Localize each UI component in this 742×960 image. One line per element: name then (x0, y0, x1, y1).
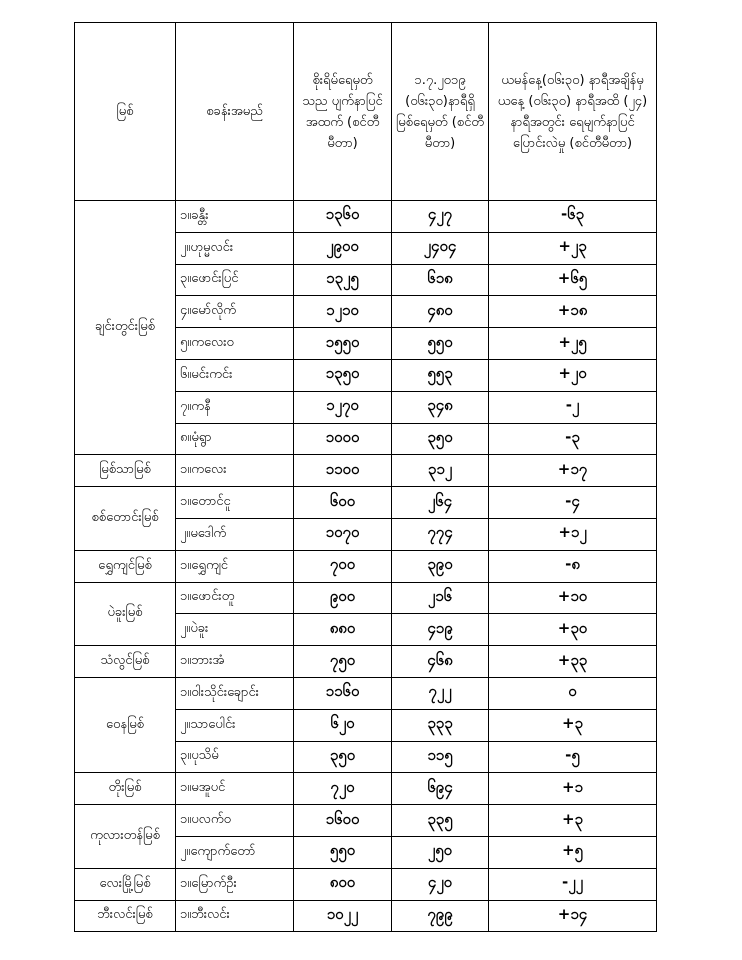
table-row (75, 487, 657, 519)
danger-level-cell: ၉၀၀ (294, 582, 392, 614)
river-name-cell: စစ်တောင်းမြစ် (75, 487, 176, 551)
level-change-cell: +၁၂ (489, 518, 657, 550)
level-change-cell: +၂၀ (489, 359, 657, 391)
station-name-cell: ၁။ပလက်ဝ (176, 805, 294, 837)
water-level-cell: ၄၆၈ (392, 646, 489, 678)
level-change-cell: +၁၄ (489, 900, 657, 932)
level-change-cell: +၆၅ (489, 264, 657, 296)
river-name-cell: ချင်းတွင်းမြစ် (75, 201, 176, 455)
water-level-cell: ၄၂၇ (392, 201, 489, 233)
station-name-cell: ၂။မဒေါက် (176, 518, 294, 550)
water-level-cell: ၃၉၀ (392, 550, 489, 582)
river-name-cell: ဝေနမြစ် (75, 677, 176, 772)
water-level-cell: ၃၃၃ (392, 709, 489, 741)
water-level-cell: ၅၅၃ (392, 359, 489, 391)
water-level-cell: ၂၅၀ (392, 836, 489, 868)
table-row (75, 773, 657, 805)
station-name-cell: ၁။ဘားအံ (176, 646, 294, 678)
river-name-cell: လေးမြို့မြစ် (75, 868, 176, 900)
table-row (75, 201, 657, 233)
water-level-cell: ၃၃၅ (392, 805, 489, 837)
level-change-cell: +၃၀ (489, 614, 657, 646)
danger-level-cell: ၈၀၀ (294, 868, 392, 900)
water-level-cell: ၂၆၄ (392, 487, 489, 519)
danger-level-cell: ၁၂၇၀ (294, 391, 392, 423)
station-name-cell: ၁။ဘီးလင်း (176, 900, 294, 932)
level-change-cell: -၈ (489, 550, 657, 582)
river-name-cell: ပဲခူးမြစ် (75, 582, 176, 646)
station-name-cell: ၁။ဝါးသိုင်းချောင်း (176, 677, 294, 709)
table-row (75, 582, 657, 614)
water-level-cell: ၁၁၅ (392, 741, 489, 773)
table-row (75, 455, 657, 487)
station-name-cell: ၁။တောင်ငူ (176, 487, 294, 519)
level-change-cell: -၂၂ (489, 868, 657, 900)
danger-level-cell: ၁၂၁၀ (294, 296, 392, 328)
level-change-cell: +၁ (489, 773, 657, 805)
station-name-cell: ၅။ကလေးဝ (176, 328, 294, 360)
table-row (75, 646, 657, 678)
level-change-cell: +၅ (489, 836, 657, 868)
level-change-cell: -၆၃ (489, 201, 657, 233)
danger-level-cell: ၆၂၀ (294, 709, 392, 741)
header-water-level: ၁.၇.၂၀၁၉ (၀၆း၃၀)နာရီရှိ မြစ်ရေမှတ် (စင်တီမီတာ) (392, 23, 489, 201)
river-name-cell: ကုလားတန်မြစ် (75, 805, 176, 869)
water-level-cell: ၄၁၉ (392, 614, 489, 646)
danger-level-cell: ၂၉၀၀ (294, 232, 392, 264)
river-name-cell: သံလွင်မြစ် (75, 646, 176, 678)
table-row (75, 550, 657, 582)
station-name-cell: ၃။ပုသိမ် (176, 741, 294, 773)
water-level-cell: ၃၁၂ (392, 455, 489, 487)
river-name-cell: တိုးမြစ် (75, 773, 176, 805)
water-level-cell: ၄၈၀ (392, 296, 489, 328)
table-row (75, 868, 657, 900)
station-name-cell: ၄။မော်လိုက် (176, 296, 294, 328)
water-level-cell: ၃၅၀ (392, 423, 489, 455)
water-level-cell: ၇၇၄ (392, 518, 489, 550)
level-change-cell: -၃ (489, 423, 657, 455)
header-change: ယမန်နေ့(၀၆း၃၀) နာရီအချိန်မှ ယနေ့ (၀၆း၃၀) နာရီအထိ (၂၄) နာရီအတွင်း ရေမျက်နာပြင်ပြောင်းလဲမှု (စင်တီမီတာ) (489, 23, 657, 201)
table-row (75, 677, 657, 709)
header-row (75, 23, 657, 201)
level-change-cell: -၄ (489, 487, 657, 519)
water-level-cell: ၂၄၀၄ (392, 232, 489, 264)
river-level-table (74, 22, 657, 932)
river-name-cell: ဘီးလင်းမြစ် (75, 900, 176, 932)
danger-level-cell: ၁၀၇၀ (294, 518, 392, 550)
level-change-cell: +၃ (489, 709, 657, 741)
station-name-cell: ၁။မြောက်ဦး (176, 868, 294, 900)
station-name-cell: ၁။ကလေး (176, 455, 294, 487)
water-level-cell: ၇၂၂ (392, 677, 489, 709)
station-name-cell: ၂။ပဲခူး (176, 614, 294, 646)
river-name-cell: မြစ်သာမြစ် (75, 455, 176, 487)
station-name-cell: ၂။ကျောက်တော် (176, 836, 294, 868)
table-body (75, 201, 657, 932)
level-change-cell: +၁၀ (489, 582, 657, 614)
water-level-cell: ၃၄၈ (392, 391, 489, 423)
danger-level-cell: ၁၁၀၀ (294, 455, 392, 487)
danger-level-cell: ၁၅၅၀ (294, 328, 392, 360)
level-change-cell: +၃ (489, 805, 657, 837)
station-name-cell: ၁။ရွှေကျင် (176, 550, 294, 582)
station-name-cell: ၆။မင်းကင်း (176, 359, 294, 391)
level-change-cell: +၂၃ (489, 232, 657, 264)
header-river: မြစ် (75, 23, 176, 201)
danger-level-cell: ၁၁၆၀ (294, 677, 392, 709)
station-name-cell: ၁။မအူပင် (176, 773, 294, 805)
level-change-cell: +၃၃ (489, 646, 657, 678)
level-change-cell: +၁၇ (489, 455, 657, 487)
level-change-cell: -၂ (489, 391, 657, 423)
station-name-cell: ၈။မုံရွာ (176, 423, 294, 455)
danger-level-cell: ၁၀၂၂ (294, 900, 392, 932)
water-level-cell: ၄၂၀ (392, 868, 489, 900)
danger-level-cell: ၁၃၅၀ (294, 359, 392, 391)
level-change-cell: +၁၈ (489, 296, 657, 328)
danger-level-cell: ၃၅၀ (294, 741, 392, 773)
level-change-cell: -၅ (489, 741, 657, 773)
water-level-cell: ၆၉၄ (392, 773, 489, 805)
danger-level-cell: ၇၀၀ (294, 550, 392, 582)
river-name-cell: ရွှေကျင်မြစ် (75, 550, 176, 582)
level-change-cell: +၂၅ (489, 328, 657, 360)
danger-level-cell: ၇၅၀ (294, 646, 392, 678)
table-row (75, 900, 657, 932)
water-level-cell: ၇၉၉ (392, 900, 489, 932)
station-name-cell: ၁။ခန္တီး (176, 201, 294, 233)
danger-level-cell: ၁၃၂၅ (294, 264, 392, 296)
station-name-cell: ၁။ဖောင်းတူ (176, 582, 294, 614)
danger-level-cell: ၇၂၀ (294, 773, 392, 805)
station-name-cell: ၇။ကနီ (176, 391, 294, 423)
danger-level-cell: ၁၀၀၀ (294, 423, 392, 455)
water-level-cell: ၂၁၆ (392, 582, 489, 614)
header-danger-level: စိုးရိမ်ရေမှတ် သည ပျက်နာပြင် အထက် (စင်တီမီတာ) (294, 23, 392, 201)
header-station: စခန်းအမည် (176, 23, 294, 201)
danger-level-cell: ၁၆၀၀ (294, 805, 392, 837)
station-name-cell: ၂။သာပေါင်း (176, 709, 294, 741)
station-name-cell: ၃။ဖောင်းပြင် (176, 264, 294, 296)
table-row (75, 805, 657, 837)
station-name-cell: ၂။ဟုမ္မလင်း (176, 232, 294, 264)
danger-level-cell: ၁၃၆၀ (294, 201, 392, 233)
water-level-cell: ၆၁၈ (392, 264, 489, 296)
danger-level-cell: ၈၈၀ (294, 614, 392, 646)
water-level-cell: ၅၅၀ (392, 328, 489, 360)
danger-level-cell: ၅၅၀ (294, 836, 392, 868)
level-change-cell: ၀ (489, 677, 657, 709)
danger-level-cell: ၆၀၀ (294, 487, 392, 519)
